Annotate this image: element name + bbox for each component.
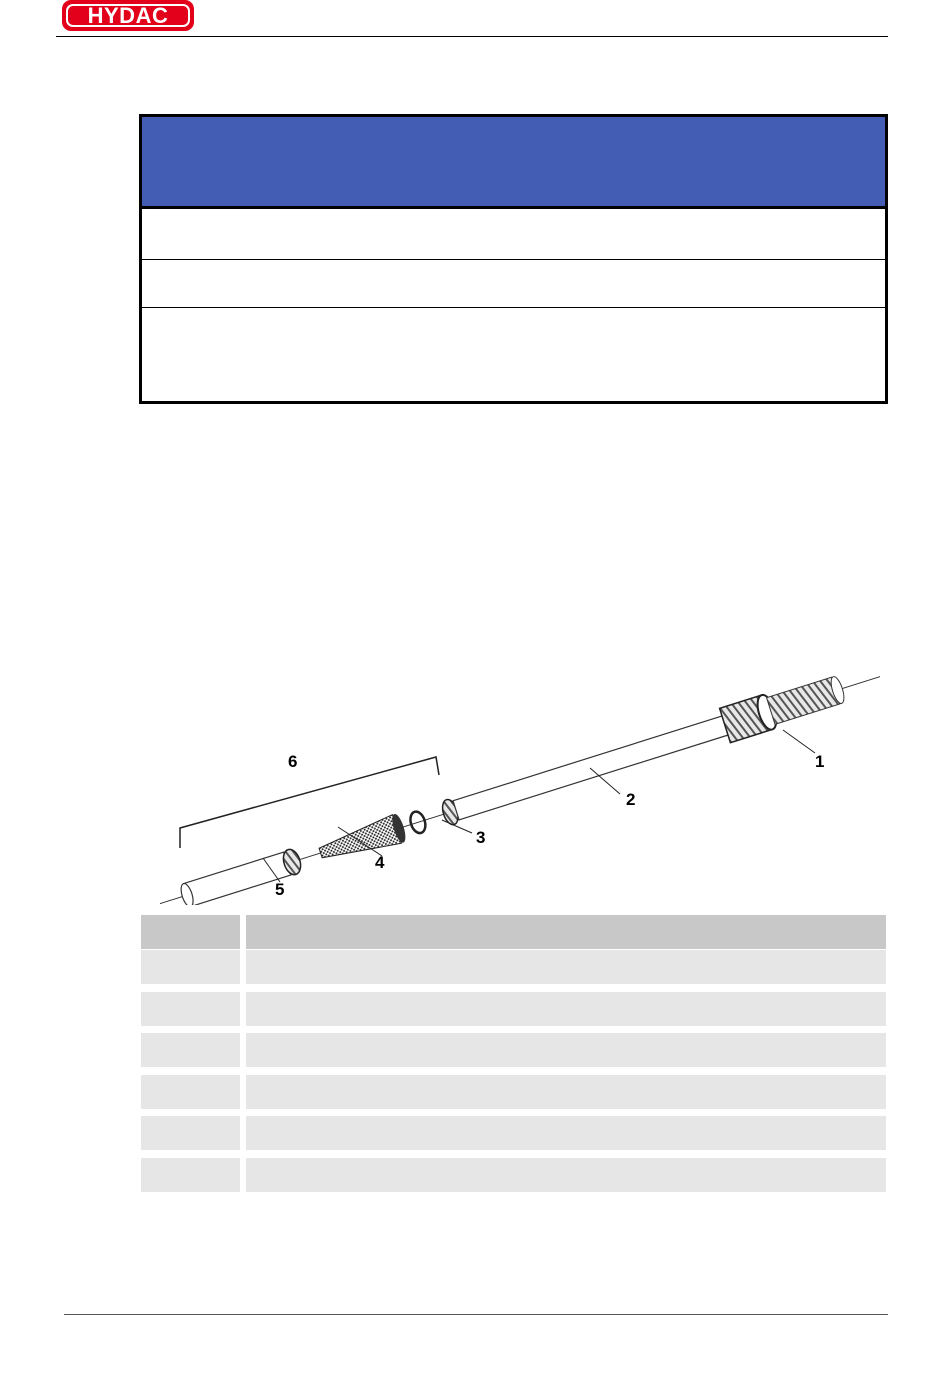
callout-2: 2: [626, 790, 636, 809]
part-2-shaft: [440, 713, 729, 827]
safety-notice-row: [142, 260, 885, 308]
safety-notice-header: [142, 117, 885, 209]
table-cell-description: [246, 992, 886, 1026]
part-1-nut: [720, 671, 848, 742]
table-header-cell-description: [246, 915, 886, 949]
table-cell-description: [246, 1033, 886, 1067]
footer-rule: [64, 1314, 888, 1315]
table-cell-item: [141, 1033, 240, 1067]
table-cell-item: [141, 950, 240, 984]
hydac-logo: [62, 0, 194, 31]
table-row: [141, 950, 886, 984]
callout-5: 5: [275, 880, 285, 899]
table-row: [141, 1116, 886, 1150]
table-cell-item: [141, 1158, 240, 1192]
table-row: [141, 1158, 886, 1192]
table-cell-description: [246, 1116, 886, 1150]
callout-6: 6: [288, 752, 298, 771]
table-cell-item: [141, 1116, 240, 1150]
table-cell-description: [246, 1075, 886, 1109]
table-cell-description: [246, 1158, 886, 1192]
hydac-logo-text: HYDAC: [87, 2, 169, 28]
safety-notice-row: [142, 308, 885, 401]
callout-1: 1: [815, 752, 825, 771]
safety-notice-row: [142, 209, 885, 260]
table-row: [141, 1033, 886, 1067]
table-cell-item: [141, 1075, 240, 1109]
table-header-cell-item: [141, 915, 240, 949]
table-row: [141, 992, 886, 1026]
table-cell-item: [141, 992, 240, 1026]
table-row: [141, 1075, 886, 1109]
safety-notice-box: [139, 114, 888, 404]
probe-exploded-diagram: [160, 670, 880, 905]
hydac-logo-frame: [66, 4, 190, 27]
table-header-row: [141, 915, 886, 949]
table-cell-description: [246, 950, 886, 984]
callout-4: 4: [375, 853, 385, 872]
header-rule: [56, 36, 888, 37]
callout-3: 3: [476, 828, 486, 847]
